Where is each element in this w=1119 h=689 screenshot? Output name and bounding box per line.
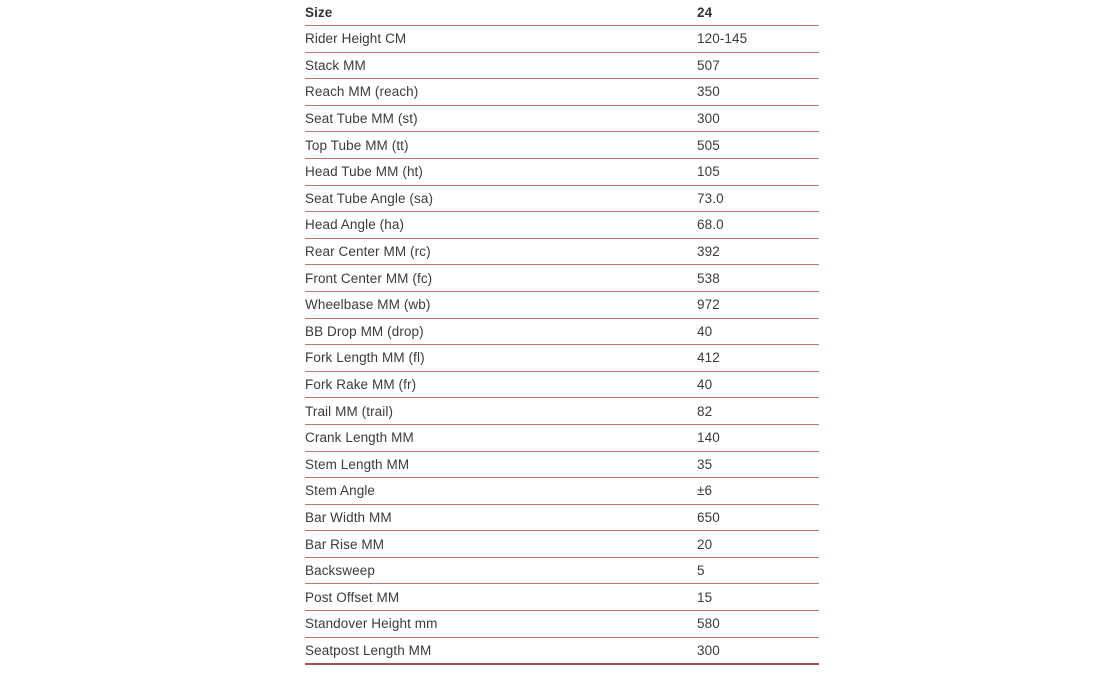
geometry-table xyxy=(305,0,819,665)
spec-label: Head Tube MM (ht) xyxy=(305,158,697,185)
spec-value: 68.0 xyxy=(697,212,819,239)
spec-value: 300 xyxy=(697,105,819,132)
spec-value: 82 xyxy=(697,398,819,425)
spec-value: 580 xyxy=(697,611,819,638)
spec-value: ±6 xyxy=(697,478,819,505)
table-row xyxy=(305,52,819,79)
table-row xyxy=(305,265,819,292)
table-row xyxy=(305,584,819,611)
table-row xyxy=(305,478,819,505)
spec-value: 650 xyxy=(697,504,819,531)
spec-value: 505 xyxy=(697,132,819,159)
table-row xyxy=(305,531,819,558)
spec-label: BB Drop MM (drop) xyxy=(305,318,697,345)
spec-label: Fork Rake MM (fr) xyxy=(305,371,697,398)
spec-label: Bar Rise MM xyxy=(305,531,697,558)
table-row xyxy=(305,26,819,53)
table-row xyxy=(305,185,819,212)
table-row xyxy=(305,557,819,584)
spec-label: Rear Center MM (rc) xyxy=(305,238,697,265)
table-row xyxy=(305,504,819,531)
spec-value: 350 xyxy=(697,79,819,106)
spec-label: Backsweep xyxy=(305,557,697,584)
spec-value: 972 xyxy=(697,291,819,318)
spec-label: Stem Angle xyxy=(305,478,697,505)
spec-value: 5 xyxy=(697,557,819,584)
spec-value: 105 xyxy=(697,158,819,185)
table-row xyxy=(305,212,819,239)
table-row xyxy=(305,291,819,318)
spec-label: Trail MM (trail) xyxy=(305,398,697,425)
spec-label: Crank Length MM xyxy=(305,424,697,451)
spec-label: Front Center MM (fc) xyxy=(305,265,697,292)
spec-value: 40 xyxy=(697,318,819,345)
spec-value: 120-145 xyxy=(697,26,819,53)
table-row xyxy=(305,158,819,185)
spec-value: 507 xyxy=(697,52,819,79)
spec-label: Head Angle (ha) xyxy=(305,212,697,239)
spec-value: 20 xyxy=(697,531,819,558)
header-size-label: Size xyxy=(305,0,697,26)
spec-value: 412 xyxy=(697,345,819,372)
spec-label: Rider Height CM xyxy=(305,26,697,53)
table-row xyxy=(305,611,819,638)
spec-label: Standover Height mm xyxy=(305,611,697,638)
spec-label: Stem Length MM xyxy=(305,451,697,478)
spec-label: Fork Length MM (fl) xyxy=(305,345,697,372)
table-row xyxy=(305,637,819,664)
table-row xyxy=(305,105,819,132)
table-row xyxy=(305,79,819,106)
spec-label: Reach MM (reach) xyxy=(305,79,697,106)
table-row xyxy=(305,398,819,425)
spec-value: 392 xyxy=(697,238,819,265)
spec-value: 15 xyxy=(697,584,819,611)
table-row xyxy=(305,451,819,478)
header-size-value: 24 xyxy=(697,0,819,26)
spec-label: Seat Tube Angle (sa) xyxy=(305,185,697,212)
spec-label: Seatpost Length MM xyxy=(305,637,697,664)
table-row xyxy=(305,318,819,345)
table-row xyxy=(305,238,819,265)
spec-label: Stack MM xyxy=(305,52,697,79)
spec-label: Post Offset MM xyxy=(305,584,697,611)
spec-value: 140 xyxy=(697,424,819,451)
spec-value: 35 xyxy=(697,451,819,478)
geometry-table-container xyxy=(305,0,819,665)
table-row xyxy=(305,371,819,398)
spec-value: 538 xyxy=(697,265,819,292)
spec-label: Wheelbase MM (wb) xyxy=(305,291,697,318)
spec-value: 40 xyxy=(697,371,819,398)
table-row xyxy=(305,345,819,372)
spec-value: 300 xyxy=(697,637,819,664)
spec-label: Seat Tube MM (st) xyxy=(305,105,697,132)
table-row xyxy=(305,132,819,159)
spec-label: Bar Width MM xyxy=(305,504,697,531)
table-row xyxy=(305,424,819,451)
table-header-row xyxy=(305,0,819,26)
spec-label: Top Tube MM (tt) xyxy=(305,132,697,159)
spec-value: 73.0 xyxy=(697,185,819,212)
